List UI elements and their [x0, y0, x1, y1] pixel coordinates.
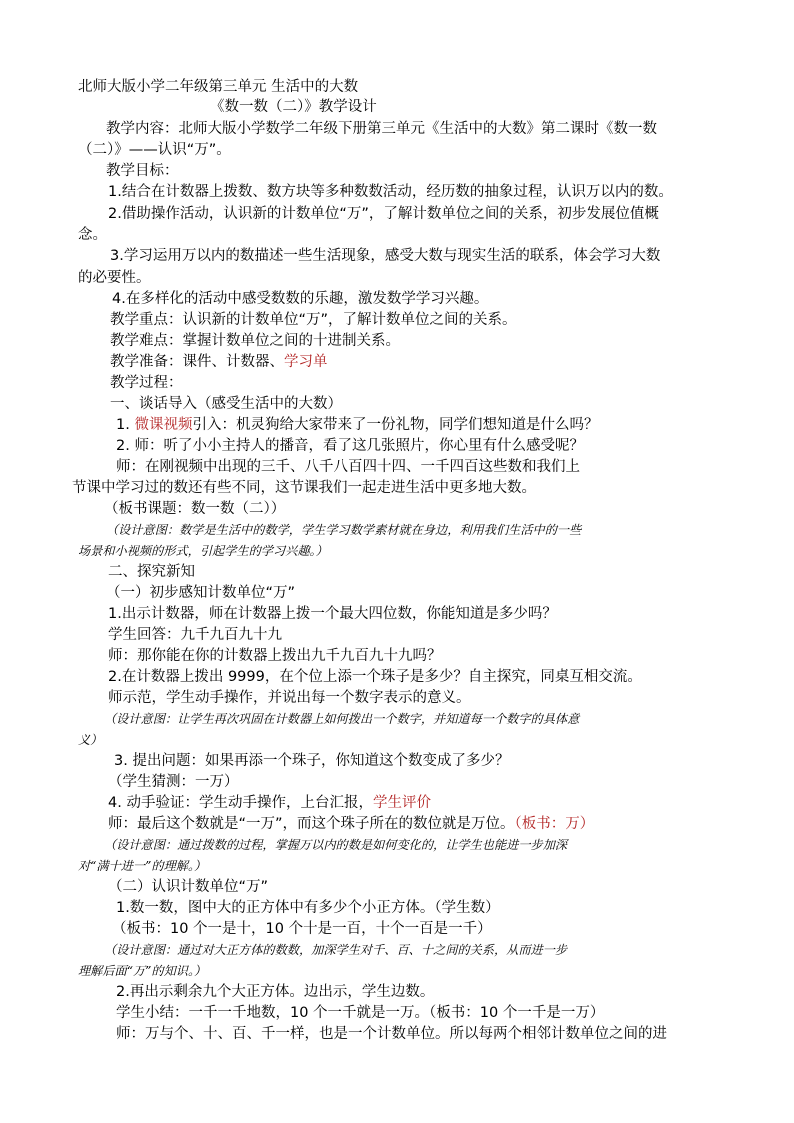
- section-1-item-2: 2. 师：听了小小主持人的播音，看了这几张照片，你心里有什么感受呢？: [116, 438, 584, 454]
- goal-2-cont: 念。: [78, 227, 107, 243]
- design-note-3-b: 对“满十进一”的理解。）: [78, 859, 207, 873]
- process-label: 教学过程：: [110, 375, 183, 391]
- section-2-answer: 学生回答：九千九百九十九: [108, 627, 282, 643]
- section-1-heading: 一、谈话导入（感受生活中的大数）: [110, 396, 342, 412]
- section-2-q1b: 师：那你能在你的计数器上拨出九千九百九十九吗？: [108, 648, 442, 664]
- design-note-1-b: 场景和小视频的形式，引起学生的学习兴趣。）: [78, 544, 328, 558]
- design-note-4-a: （设计意图：通过对大正方体的数数，加深学生对千、百、十之间的关系，从而进一步: [104, 943, 568, 957]
- section-2-part-2: （二）认识计数单位“万”: [108, 879, 269, 895]
- section-2-count-2: 2.再出示剩余九个大正方体。边出示，学生边数。: [116, 984, 435, 1000]
- board-wan-text: （板书：万）: [514, 816, 595, 832]
- teaching-content: 教学内容：北师大版小学数学二年级下册第三单元《生活中的大数》第二课时《数一数: [106, 121, 657, 137]
- section-1-item-1: [116, 415, 598, 435]
- design-note-2-a: （设计意图：让学生再次巩固在计数器上如何拨出一个数字，并知道每一个数字的具体意: [104, 712, 580, 726]
- teacher-text: 师：最后这个数就是“一万”，而这个珠子所在的数位就是万位。: [108, 816, 515, 832]
- goal-3: 3.学习运用万以内的数描述一些生活现象，感受大数与现实生活的联系，体会学习大数: [110, 248, 661, 264]
- item-number: 1.: [116, 417, 135, 433]
- section-2-q3: 3. 提出问题：如果再添一个珠子，你知道这个数变成了多少？: [114, 753, 510, 769]
- goal-1: 1.结合在计数器上拨数、数方块等多种数数活动，经历数的抽象过程，认识万以内的数。: [108, 184, 673, 200]
- goal-4: 4.在多样化的活动中感受数数的乐趣，激发数学学习兴趣。: [112, 291, 489, 307]
- doc-title-line-2: 《数一数（二）》教学设计: [210, 99, 377, 115]
- section-2-teacher: [108, 814, 594, 834]
- design-note-2-b: 义）: [78, 733, 103, 747]
- design-note-4-b: 理解后面“万”的知识。）: [78, 964, 207, 978]
- prep-text: 教学准备：课件、计数器、: [110, 354, 284, 370]
- section-2-q4: [108, 793, 431, 813]
- section-2-guess: （学生猜测：一万）: [108, 774, 239, 790]
- student-eval-text: 学生评价: [372, 795, 431, 811]
- design-note-3-a: （设计意图：通过拨数的过程，掌握万以内的数是如何变化的，让学生也能进一步加深: [104, 838, 568, 852]
- section-2-last: 师：万与个、十、百、千一样，也是一个计数单位。所以每两个相邻计数单位之间的进: [116, 1026, 667, 1042]
- difficulty: 教学难点：掌握计数单位之间的十进制关系。: [110, 333, 400, 349]
- section-2-heading: 二、探究新知: [108, 564, 195, 580]
- prep-red-text: 学习单: [284, 354, 328, 370]
- section-2-board-2: （板书：10 个一是十，10 个十是一百，十个一百是一千）: [112, 921, 492, 937]
- section-2-demo: 师示范，学生动手操作，并说出每一个数字表示的意义。: [108, 690, 471, 706]
- doc-title-line-1: 北师大版小学二年级第三单元 生活中的大数: [78, 79, 359, 95]
- section-1-teacher-a: 师：在刚视频中出现的三千、八千八百四十四、一千四百这些数和我们上: [116, 459, 580, 475]
- micro-video-text: 微课视频: [134, 417, 193, 433]
- goal-2: 2.借助操作活动，认识新的计数单位“万”，了解计数单位之间的关系，初步发展位值概: [108, 206, 659, 222]
- section-2-summary: 学生小结：一千一千地数，10 个一千就是一万。（板书：10 个一千是一万）: [116, 1005, 605, 1021]
- goal-3-cont: 的必要性。: [78, 270, 151, 286]
- item-text: 引入：机灵狗给大家带来了一份礼物，同学们想知道是什么吗？: [192, 417, 599, 433]
- section-2-part-1: （一）初步感知计数单位“万”: [106, 585, 296, 601]
- key-point: 教学重点：认识新的计数单位“万”，了解计数单位之间的关系。: [110, 312, 517, 328]
- section-2-q1: 1.出示计数器，师在计数器上拨一个最大四位数，你能知道是多少吗？: [108, 606, 557, 622]
- section-2-q2: 2.在计数器上拨出 9999，在个位上添一个珠子是多少？自主探究，同桌互相交流。: [108, 669, 642, 685]
- section-1-teacher-b: 节课中学习过的数还有些不同，这节课我们一起走进生活中更多地大数。: [72, 480, 536, 496]
- design-note-1-a: （设计意图：数学是生活中的数学，学生学习数学素材就在身边，利用我们生活中的一些: [106, 523, 582, 537]
- preparation: [110, 352, 328, 372]
- teaching-content-cont: （二）》——认识“万”。: [78, 142, 231, 158]
- section-1-board: （板书课题：数一数（二））: [104, 501, 286, 517]
- goals-label: 教学目标：: [106, 163, 179, 179]
- q4-text: 4. 动手验证：学生动手操作，上台汇报，: [108, 795, 373, 811]
- section-2-count-1: 1.数一数，图中大的正方体中有多少个小正方体。（学生数）: [116, 900, 500, 916]
